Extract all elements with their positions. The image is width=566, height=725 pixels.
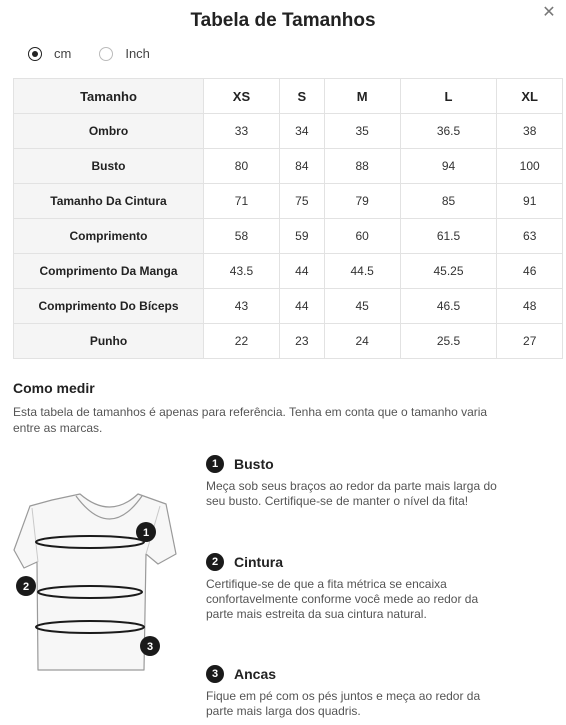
table-row <box>14 324 563 359</box>
unit-label: cm <box>54 46 72 61</box>
row-label: Busto <box>14 149 204 184</box>
marker-3-label: 3 <box>146 641 154 653</box>
step-title: Busto <box>234 456 274 472</box>
unit-label: Inch <box>125 46 150 61</box>
column-header: S <box>279 79 324 114</box>
table-cell: 43.5 <box>204 254 280 289</box>
row-label: Ombro <box>14 114 204 149</box>
column-header: L <box>400 79 497 114</box>
row-label: Comprimento Da Manga <box>14 254 204 289</box>
table-cell: 44 <box>279 254 324 289</box>
marker-2-label: 2 <box>22 581 30 593</box>
table-cell: 23 <box>279 324 324 359</box>
measure-step-bust <box>206 455 526 509</box>
step-title: Cintura <box>234 554 283 570</box>
marker-1 <box>136 522 156 542</box>
table-cell: 59 <box>279 219 324 254</box>
row-label: Punho <box>14 324 204 359</box>
table-cell: 48 <box>497 289 563 324</box>
unit-option-cm[interactable] <box>28 46 71 61</box>
table-cell: 80 <box>204 149 280 184</box>
column-header: XL <box>497 79 563 114</box>
row-label: Comprimento Do Bíceps <box>14 289 204 324</box>
table-cell: 91 <box>497 184 563 219</box>
step-number-icon: 1 <box>206 455 224 473</box>
table-cell: 45 <box>324 289 400 324</box>
table-cell: 44.5 <box>324 254 400 289</box>
column-header: Tamanho <box>14 79 204 114</box>
table-cell: 85 <box>400 184 497 219</box>
table-cell: 75 <box>279 184 324 219</box>
table-cell: 63 <box>497 219 563 254</box>
step-description: Meça sob seus braços ao redor da parte mais larga do seu busto. Certifique-se de manter o nível da fita! <box>206 479 497 508</box>
step-title: Ancas <box>234 666 277 682</box>
table-cell: 22 <box>204 324 280 359</box>
table-cell: 33 <box>204 114 280 149</box>
row-label: Tamanho Da Cintura <box>14 184 204 219</box>
table-row <box>14 184 563 219</box>
marker-3 <box>140 636 160 656</box>
column-header: XS <box>204 79 280 114</box>
step-number-icon: 2 <box>206 553 224 571</box>
table-cell: 34 <box>279 114 324 149</box>
table-cell: 79 <box>324 184 400 219</box>
table-cell: 88 <box>324 149 400 184</box>
step-number-icon: 3 <box>206 665 224 683</box>
table-cell: 45.25 <box>400 254 497 289</box>
table-row <box>14 289 563 324</box>
table-cell: 71 <box>204 184 280 219</box>
table-cell: 35 <box>324 114 400 149</box>
tshirt-measurement-illustration <box>10 490 180 680</box>
table-header-row <box>14 79 563 114</box>
table-cell: 38 <box>497 114 563 149</box>
table-cell: 46 <box>497 254 563 289</box>
table-cell: 84 <box>279 149 324 184</box>
table-cell: 36.5 <box>400 114 497 149</box>
table-cell: 25.5 <box>400 324 497 359</box>
row-label: Comprimento <box>14 219 204 254</box>
measure-step-waist <box>206 553 526 622</box>
unit-option-inch[interactable] <box>99 46 150 61</box>
size-table <box>13 78 563 359</box>
table-cell: 46.5 <box>400 289 497 324</box>
table-cell: 24 <box>324 324 400 359</box>
radio-unchecked-icon[interactable] <box>99 47 113 61</box>
how-to-measure-title: Como medir <box>13 380 95 396</box>
table-cell: 61.5 <box>400 219 497 254</box>
page-title: Tabela de Tamanhos <box>190 10 376 31</box>
column-header: M <box>324 79 400 114</box>
measure-step-hips <box>206 665 526 719</box>
table-row <box>14 149 563 184</box>
table-cell: 58 <box>204 219 280 254</box>
radio-checked-icon[interactable] <box>28 47 42 61</box>
how-to-measure-description: Esta tabela de tamanhos é apenas para referência. Tenha em conta que o tamanho varia entre as marcas. <box>13 405 488 435</box>
step-description: Fique em pé com os pés juntos e meça ao redor da parte mais larga dos quadris. <box>206 689 481 718</box>
table-cell: 43 <box>204 289 280 324</box>
table-cell: 60 <box>324 219 400 254</box>
unit-selector <box>28 46 178 61</box>
marker-1-label: 1 <box>142 527 150 539</box>
table-row <box>14 219 563 254</box>
table-row <box>14 254 563 289</box>
step-description: Certifique-se de que a fita métrica se encaixa confortavelmente conforme você mede ao redor da parte mais estreita da sua cintura natural. <box>206 577 479 621</box>
table-cell: 44 <box>279 289 324 324</box>
table-row <box>14 114 563 149</box>
marker-2 <box>16 576 36 596</box>
table-cell: 100 <box>497 149 563 184</box>
close-icon[interactable]: ✕ <box>542 4 556 21</box>
table-cell: 27 <box>497 324 563 359</box>
table-cell: 94 <box>400 149 497 184</box>
